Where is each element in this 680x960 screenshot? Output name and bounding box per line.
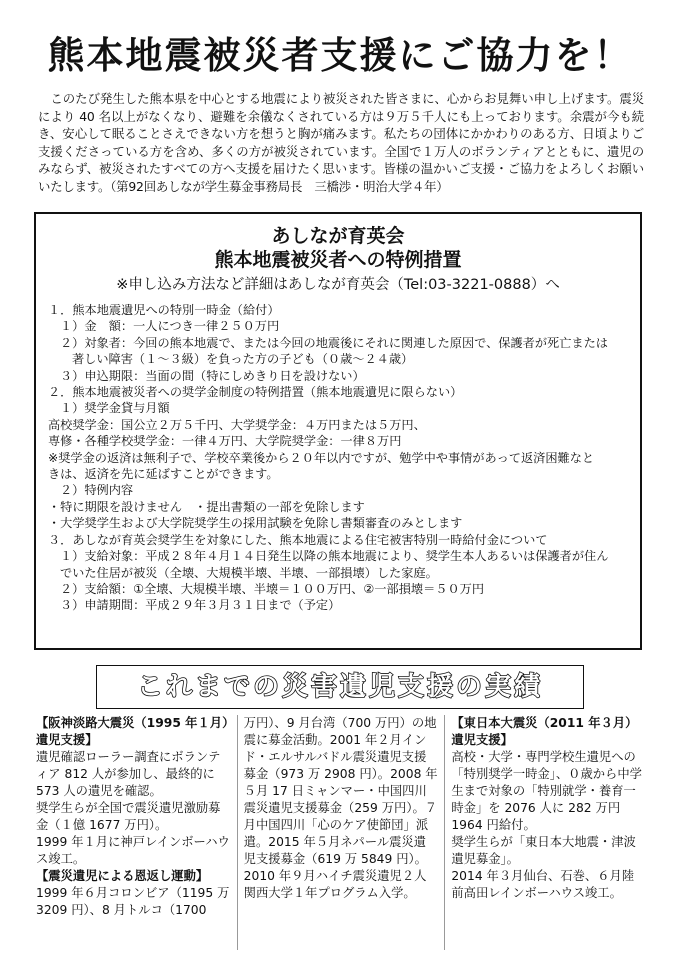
section-3-amount: ２）支給額：①全壊、大規模半壊、半壊＝１００万円、②一部損壊＝５０万円 [60,581,485,596]
section-2-repayment-note-cont: きは、返済を先に延ばすことができます。 [48,467,279,482]
section-3-target: １）支給対象：平成２８年４月１４日発生以降の熊本地震により、奨学生本人あるいは保護者が住ん [60,549,609,564]
section-1-eligibility: ２）対象者：今回の熊本地震で、または今回の地震後にそれに関連した原因で、保護者が死亡または [60,335,608,350]
box-heading-org: あしなが育英会 [271,225,405,247]
intro-text: このたび発生した熊本県を中心とする地震により被災された皆さまに、心からお見舞い申し上げます。震災により 40 名以上がなくなり、避難を余儀なくされている方は９万５千人にも上っております。余震が今も続き、安心して眠ることさえできない方を想うと胸が痛みます。私たちの団体にかかわりのある方、日頃よりご支援くださっている方を含め、多くの方が被災されています。全国で１万人のボランティアとともに、遺児のみならず、被災されたすべての方へ支援を届けたく思います。皆様の温かいご支援・ご協力をよろしくお願いいたします。（第92回あしなが学生募金事務局長 三橋渉・明治大学４年） [38,91,644,194]
column-tohoku-heading: 【東日本大震災（2011 年３月）遺児支援】 [451,716,638,747]
column-hanshin-p2: 奨学生らが全国で震災遺児激励募金（１億 1677 万円）。 [36,801,221,832]
column-tohoku-p2: 奨学生らが「東日本大地震・津波遺児募金」。 [451,835,636,866]
page-title: 熊本地震被災者支援にご協力を！ [47,34,633,77]
section-2-loan-title: １）奨学金貸与月額 [60,401,170,416]
column-ongaeshi-heading: 【震災遺児による恩返し運動】 [36,869,209,883]
achievements-banner: これまでの災害遺児支援の実績 [96,665,584,709]
column-tohoku-p3: 2014 年３月仙台、石巻、６月陸前高田レインボーハウス竣工。 [451,869,635,900]
section-1-title: １．熊本地震遺児への特別一時金（給付） [48,303,280,317]
section-3-period: ３）申請期間：平成２９年３月３１日まで（予定） [60,598,341,613]
section-2-repayment-note: ※奨学金の返済は無利子で、学校卒業後から２０年以内ですが、勉学中や事情があって返済困難なと [48,450,595,465]
column-hanshin-heading: 【阪神淡路大震災（1995 年１月）遺児支援】 [36,716,229,747]
column-hanshin [30,715,237,950]
section-1-deadline: ３）申込期限：当面の間（特にしめきり日を設けない） [60,368,365,383]
contact-note: ※申し込み方法など詳細はあしなが育英会（Tel:03-3221-0888）へ [116,277,560,293]
section-2-special-b: ・大学奨学生および大学院奨学生の採用試験を免除し書類審査のみとします [48,516,463,531]
section-2-loan-vocational: 専修・各種学校奨学金：一律４万円、大学院奨学金：一律８万円 [48,434,402,449]
section-2-loan-high: 高校奨学金：国公立２万５千円、大学奨学金：４万円または５万円、 [48,417,426,432]
column-hanshin-p3: 1999 年１月に神戸レインボーハウス竣工。 [36,835,230,866]
column-international-p1: 万円）、9 月台湾（700 万円）の地震に募金活動。2001 年２月インド・エルサルバドル震災遺児支援募金（973 万 2908 円）。2008 年５月 17 日ミャンマー・中国四川震災遺児支援募金（259 万円）。７月中国四川「心のケア使節団」派遣。2015 年５月ネパール震災遺児支援募金（619 万 5849 円）。2010 年９月ハイチ震災遺児２人関西大学１年プログラム入学。 [243,716,438,900]
section-1-eligibility-cont: 著しい障害（１～３級）を負った方の子ども（０歳～２４歳） [72,352,414,367]
section-2-special-a: ・特に期限を設けません ・提出書類の一部を免除します [48,499,365,514]
section-2-special-title: ２）特例内容 [60,483,134,498]
section-1-amount: １）金 額：一人につき一律２５０万円 [60,319,280,334]
intro-paragraph [38,90,644,196]
section-2-title: ２．熊本地震被災者への奨学金制度の特例措置（熊本地震遺児に限らない） [48,385,463,400]
special-measures-box [34,212,642,650]
achievements-columns [30,715,652,950]
column-tohoku [444,715,652,950]
section-3-target-cont: でいた住居が被災（全壊、大規模半壊、半壊、一部損壊）した家庭。 [60,565,438,580]
box-heading-measures: 熊本地震被災者への特例措置 [214,249,462,271]
column-tohoku-p1: 高校・大学・専門学校生遺児への「特別奨学一時金」、０歳から中学生まで対象の「特別就学・養育一時金」を 2076 人に 282 万円 1964 円給付。 [451,750,642,832]
column-international [237,715,445,950]
column-ongaeshi-p1: 1999 年６月コロンビア（1195 万 3209 円）、8 月トルコ（1700 [36,886,230,917]
column-hanshin-p1: 遺児確認ローラー調査にボランティア 812 人が参加し、最終的に 573 人の遺児を確認。 [36,750,221,798]
section-3-title: ３．あしなが育英会奨学生を対象にした、熊本地震による住宅被害特別一時給付金について [48,532,548,547]
measures-body [48,302,632,614]
